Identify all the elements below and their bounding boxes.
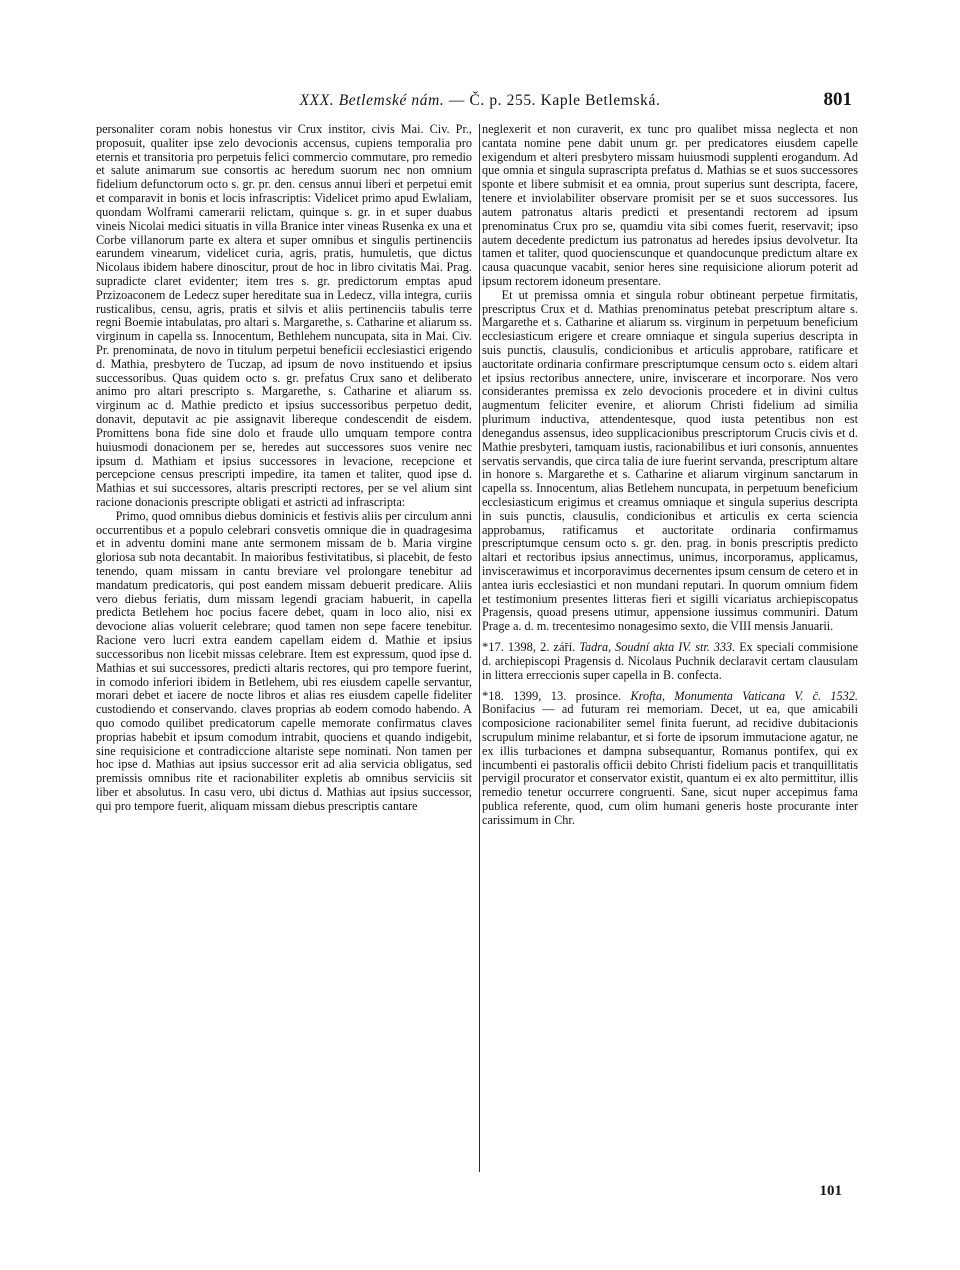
right-column bbox=[482, 123, 858, 828]
paragraph: personaliter coram nobis honestus vir Crux institor, civis Mai. Civ. Pr., proposuit, qualiter ipse zelo devocionis accensus, cupiens temporalia pro eternis et transitoria pro perpetuis felici commercio commutare, pro remedio et salute animarum sue consortis ac heredum suorum nec non omnium fidelium defunctorum octo s. gr. pr. den. census annui liberi et perpetui emit et comparavit in bonis et locis infrascriptis: Videlicet primo apud Ewlaliam, quondam Wolframi camerarii relictam, quinque s. gr. in et super duabus vineis Nicolai medici situatis in villa Branice inter vineas Rusenka ex una et Corbe villanorum parte ex altera et super omnibus et singulis pertinenciis earundem vinearum, videlicet curia, agris, pratis, humuletis, que dictus Nicolaus ibidem habere dinoscitur, prout de hoc in libro civitatis Mai. Prag. supradicte claret evidenter; item tres s. gr. predictorum emptas apud Przizoaconem de Ledecz super hereditate sua in Ledecz, villa integra, curiis rusticalibus, censu, agris, pratis et silvis et aliis pertinenciis tabulis terre regni Boemie intabulatas, pro altari s. Margarethe, s. Catharine et aliarum ss. virginum in capella ss. Innocentum, Bethlehem nuncupata, sita in Mai. Civ. Pr. prenominata, de novo in titulum perpetui beneficii ecclesiastici erigendo d. Mathia, presbytero de Tuczap, ad ipsum de novo instituendo et ipsius successoribus. Quas quidem octo s. gr. prefatus Crux sano et deliberato animo pro altari prescripto s. Margarethe, s. Catharine et aliarum ss. virginum ac d. Mathie predicto et ipsius successoribus perpetuo dedit, donavit, deputavit ac pie assignavit libereque condescendit de eisdem. Promittens bona fide sine dolo et fraude ullo umquam tempore contra huiusmodi donacionem per se, heredes aut successores suos venire nec ipsum d. Mathiam et ipsius successores in levacione, recepcione et percepcione census prescripti impedire, ita tamen et taliter, quod ipse d. Mathias et sui successores, altaris prescripti rectores, per se vel alium sint racione donacionis prescripte obligati et astricti ad infrascripta: bbox=[96, 122, 473, 509]
header-section-title: XXX. Betlemské nám. bbox=[299, 92, 445, 109]
regest-source: Krofta, Monumenta Vaticana V. č. 1532. bbox=[630, 688, 858, 703]
footer-page-number: 101 bbox=[819, 1183, 842, 1199]
regest-entry-18 bbox=[482, 690, 858, 828]
paragraph: Et ut premissa omnia et singula robur obtineant perpetue firmitatis, prescriptus Crux et d. Mathias prenominatus petebat prescriptum altare s. Margarethe et s. Catharine et aliarum ss. virginum in perpetuum beneficium ecclesiasticum erigere et creare omniaque et singula superius descripta in suis punctis, clausulis, condicionibus et articulis approbare, ratificare et auctoritate ordinaria confirmare prescriptumque censum octo s. eidem altari et ipsius rectoribus annectere, unire, inviscerare et incorporare. Nos vero considerantes premissa ex zelo devocionis procedere et in divini cultus augmentum feliciter evenire, et aliorum Christi fidelium ad similia plurimum inductiva, attendentesque, quod iusta petentibus non est denegandus assensus, ideo supplicacionibus prescriptorum Crucis civis et d. Mathie presbyteri, tamquam iustis, racionabilibus et iuri consonis, annuentes servatis servandis, que circa talia de iure fuerint servanda, prescriptum altare in honore s. Margarethe et s. Catharine et aliarum virginum sanctarum in capella ss. Innocentum, alias Betlehem nuncupata, in perpetuum beneficium ecclesiasticum erigimus et creamus omniaque et singula superius descripta in suis punctis, clausulis, condicionibus et articulis ex certa sciencia approbamus, ratificamus et auctoritate ordinaria confirmamus prescriptumque censum octo s. gr. den. prag. in bonis prescriptis predicto altari et rectoribus ipsius annectimus, unimus, incorporamus, applicamus, inviscerawimus et incorporavimus decernentes ipsum censum de cetero et in antea iuris ecclesiastici et non mundani reputari. In quorum omnium fidem et testimonium presentes litteras fieri et sigilli vicariatus archiepiscopatus Pragensis, quoad presens utimur, appensione iussimus communiri. Datum Prage a. d. m. trecentesimo nonagesimo sexto, die VIII mensis Januarii. bbox=[482, 287, 858, 634]
regest-text: Bonifacius — ad futuram rei memoriam. Decet, ut ea, que amicabili composicione racionabiliter semel finita fuerunt, ad recidive dubitacionis scrupulum minime relabantur, et si forte de ipsorum immutacione agatur, ne ex illis turbaciones et dampna subsequantur, Romanus pontifex, qui ex incumbenti ei pastoralis officii debito Christi fidelium pacis et tranquillitatis pervigil procurator et conservator existit, quantum ei ex alto permittitur, illis remedio tenetur occurrere congruenti. Sane, sicut nuper accepimus fama publica referente, quod, cum olim humani generis hoste procurante inter carissimum in Chr. bbox=[482, 702, 858, 827]
regest-date: *18. 1399, 13. prosince. bbox=[482, 688, 631, 703]
regest-text: Ex speciali commisione d. archiepiscopi Pragensis d. Nicolaus Puchnik declaravit certam clausulam in littera erreccionis super capella in B. confecta. bbox=[482, 640, 859, 682]
paragraph: neglexerit et non curaverit, ex tunc pro qualibet missa neglecta et non cantata nomine pene dabit unum gr. per predicatores eiusdem capelle exigendum et alteri presbytero missam huiusmodi supplenti erogandum. Ad que omnia et singula suprascripta prefatus d. Mathias se et suos successores sponte et libere submisit et ea omnia, prout superius sunt descripta, facere, tenere et inviolabiliter observare promisit per se et suos successores. Ius autem patronatus altaris predicti et presentandi rectorem ad ipsum prenominatus Crux pro se, quamdiu vita sibi comes fuerit, reservavit; ipso autem decedente predictum ius patronatus ad heredes ipsius devolvetur. Ita tamen et taliter, quod quocienscunque et quandocunque predictum altare ex causa quacunque vacabit, senior heres sine requisicione aliorum poterit ad ipsum rectorem idoneum presentare. bbox=[482, 122, 858, 288]
column-divider bbox=[479, 124, 480, 1172]
regest-source: Tadra, Soudní akta IV. str. 333. bbox=[579, 640, 736, 655]
header-location: — Č. p. 255. Kaple Betlemská. bbox=[444, 92, 661, 109]
left-column bbox=[96, 123, 472, 814]
running-header bbox=[200, 92, 760, 110]
header-page-number: 801 bbox=[823, 89, 852, 110]
regest-date: *17. 1398, 2. září. bbox=[482, 640, 580, 655]
paragraph: Primo, quod omnibus diebus dominicis et festivis aliis per circulum anni occurrentibus et a populo celebrari consvetis omnique die in quadragesima et in adventu domini mane ante sermonem missam de b. Maria virgine gloriosa sub nota decantabit. In maioribus festivitatibus, si placebit, de festo tenendo, quam missam in cantu breviare vel prolongare tenebitur ad mandatum predicatoris, qui post eandem missam debuerit predicare. Aliis vero diebus feriatis, dum missam legendi graciam habuerit, in capella predicta Betlehem hoc pocius facere debet, quam in loco alio, nisi ex devocione alias voluerit celebrare; quod tamen non sepe facere tenebitur. Racione vero lucri extra eandem capellam eidem d. Mathie et ipsius successoribus non licebit missas celebrare. Item est expressum, quod ipse d. Mathias et sui successores, predicti altaris rectores, qui pro tempore fuerint, in comodo inferiori ibidem in Betlehem, ubi res eiusdem capelle servantur, morari debet et iacere de nocte libros et alias res eiusdem capelle fideliter custodiendo et conservando. claves proprias ab eodem comodo habendo. A quo comodo quilibet predicatorum capelle memorate confirmatus claves proprias habebit et ipsum comodum intrabit, quociens et quando indigebit, sine requisicione et contradiccione altariste sepe nominati. Non tamen per hoc ipse d. Mathias aut ipsius successor erit ad alia servicia obligatus, sed premissis omnibus rite et racionabiliter expletis ab omnibus serviciis sit liber et absolutus. In casu vero, ubi dictus d. Mathias aut ipsius successor, qui pro tempore fuerit, aliquam missam diebus prescriptis cantare bbox=[96, 508, 472, 813]
regest-entry-17 bbox=[482, 641, 858, 682]
